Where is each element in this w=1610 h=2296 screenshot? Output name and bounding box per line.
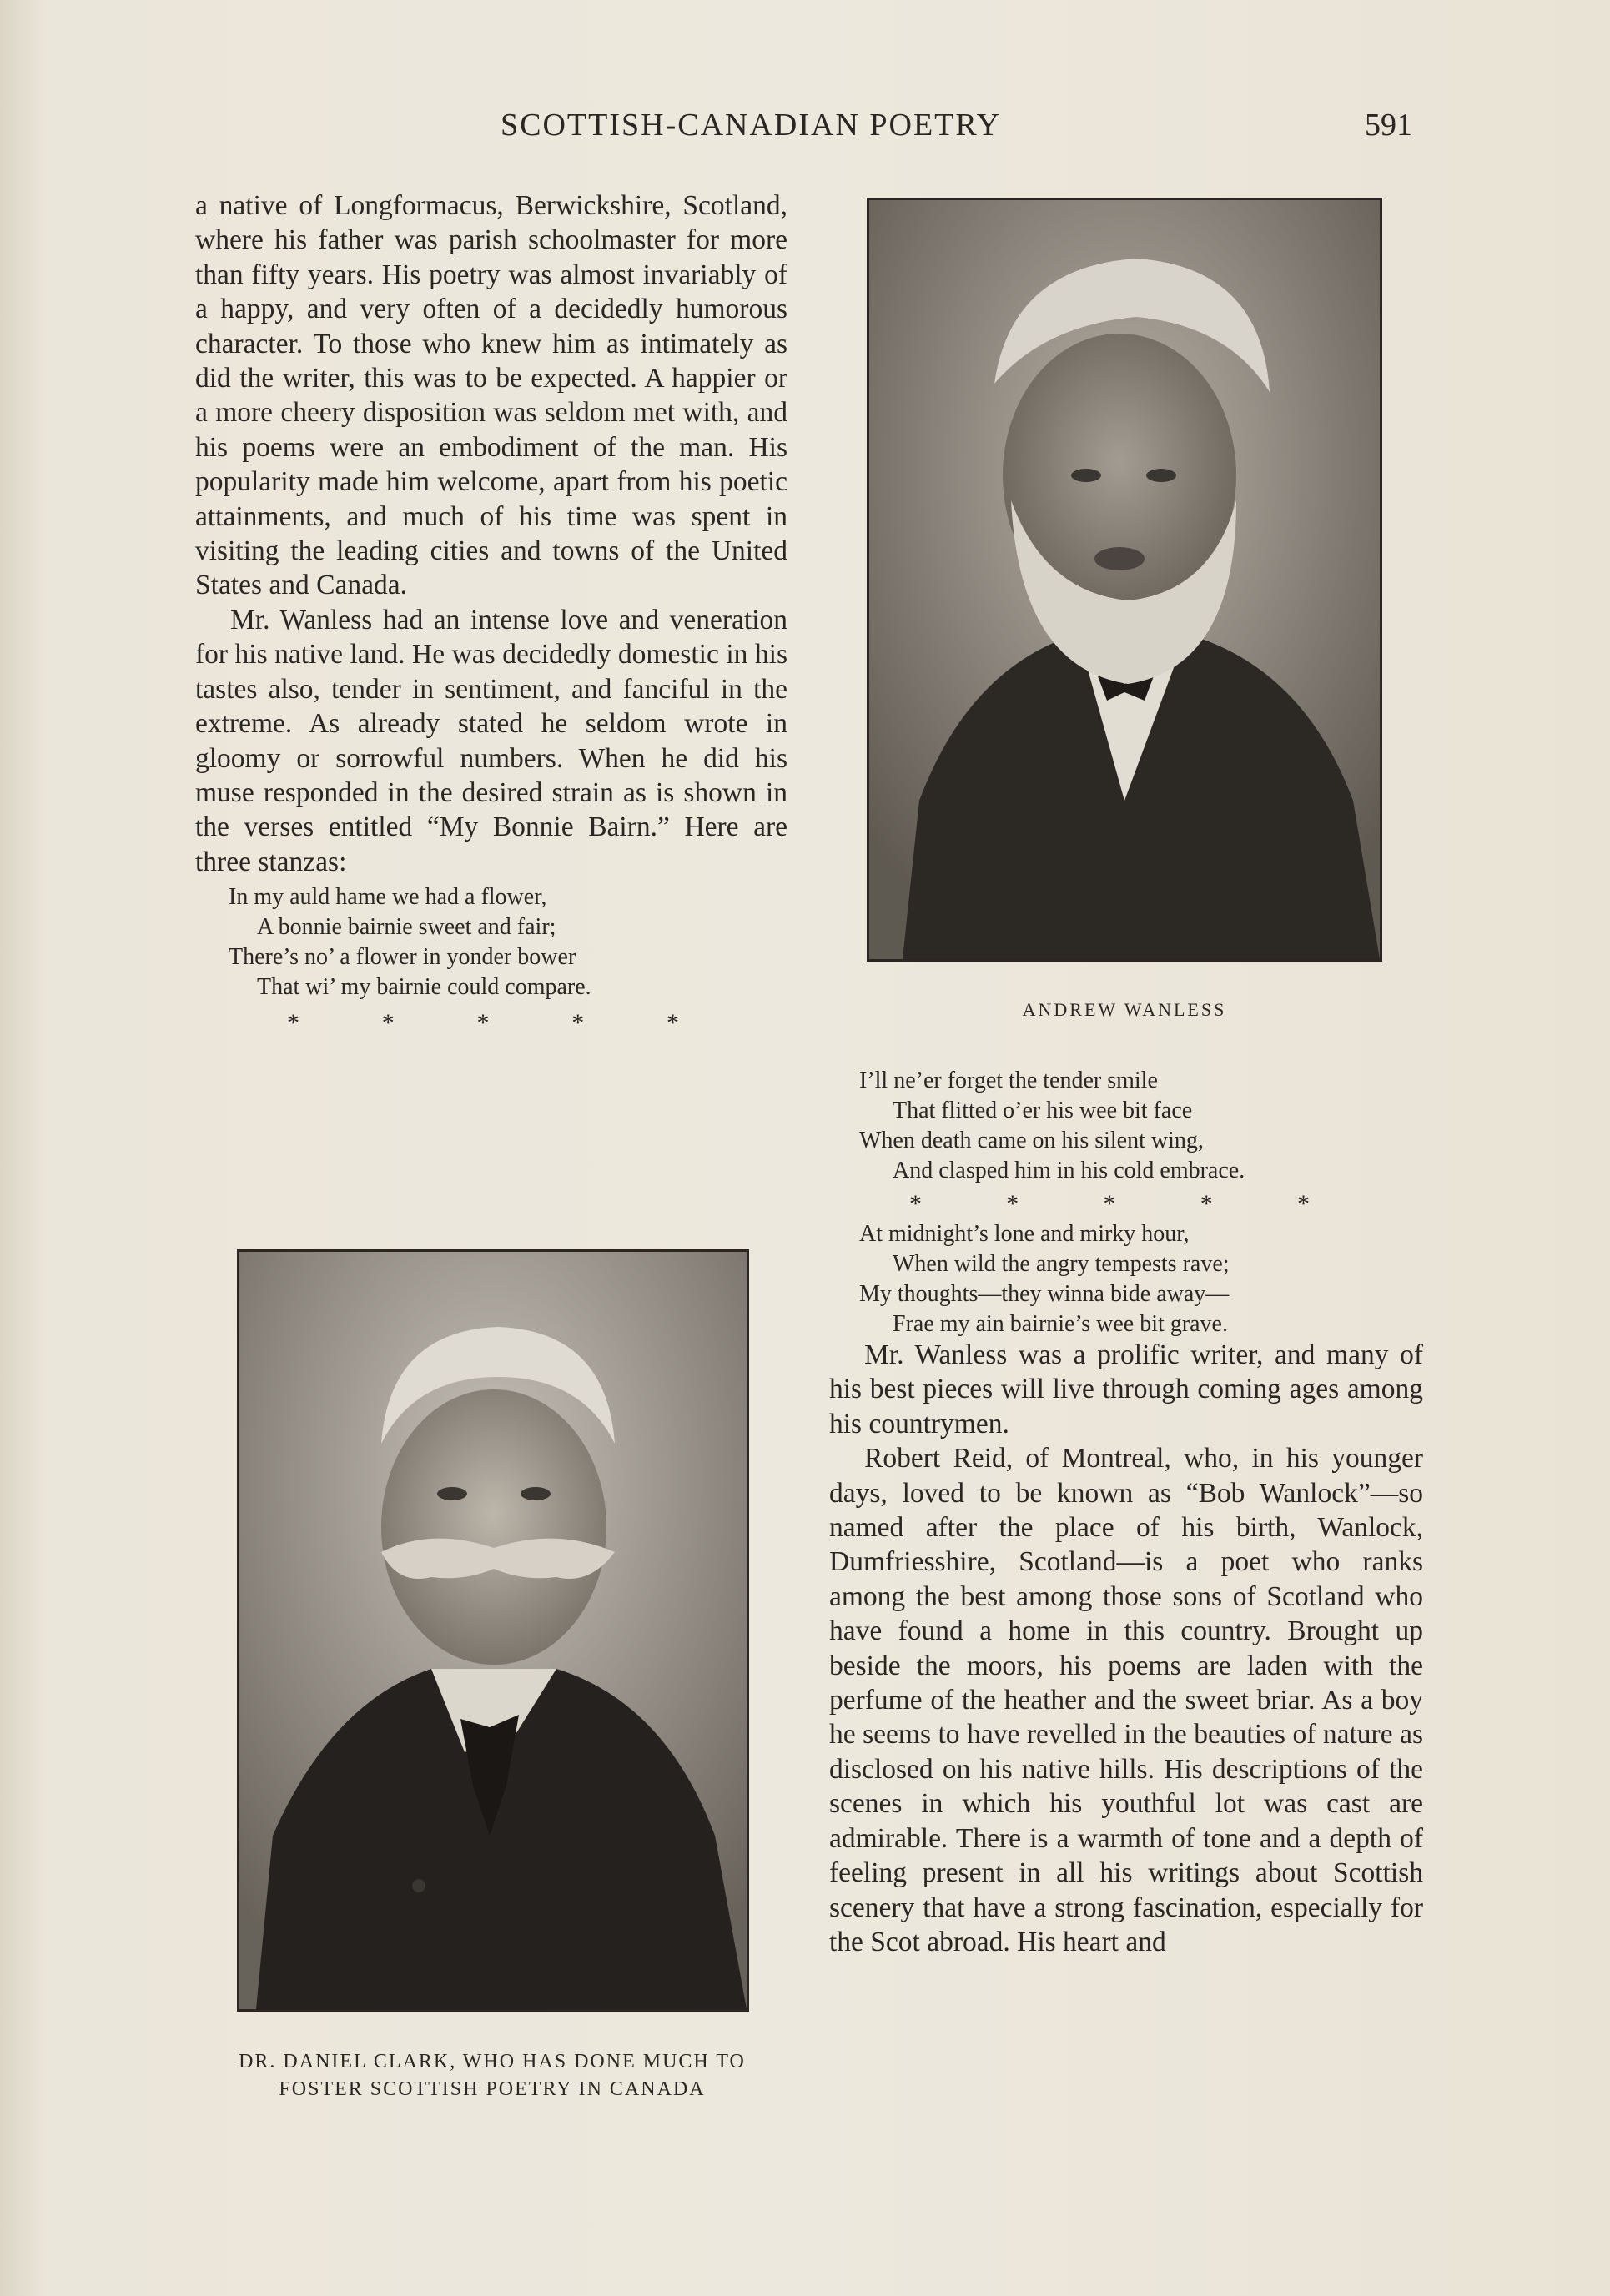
right-paragraph-2: Robert Reid, of Montreal, who, in his younger days, loved to be known as “Bob Wanlock”—so named after the place of his birth, Wanlock, Dumfriesshire, Scotland—is a poet who ranks among the best among those sons of Scotland who have found a home in this country. Brought up beside the moors, his poems are laden with the perfume of the heather and the sweet briar. As a boy he seems to have revelled in the beauties of nature as disclosed on his native hills. His descriptions of the scenes in which his youthful lot was cast are admirable. There is a warmth of tone and a depth of feeling present in all his writings about Scottish scenery that have a strong fascination, especially for the Scot abroad. His heart and [829, 1443, 1423, 1957]
photo-caption-clark [192, 2048, 792, 2103]
stanza-break [287, 1006, 679, 1040]
verse-line: At midnight’s lone and mirky hour, [859, 1221, 1190, 1247]
asterisk: * [1297, 1190, 1310, 1218]
asterisk: * [909, 1190, 922, 1218]
verse-line: I’ll ne’er forget the tender smile [859, 1068, 1158, 1093]
photo-caption-wanless: ANDREW WANLESS [1022, 999, 1227, 1020]
verse-line: A bonnie bairnie sweet and fair; [257, 914, 556, 941]
left-paragraph-1: a native of Longformacus, Berwickshire, Scotland, where his father was parish schoolmaster for more than fifty years. His poetry was almost invariably of a happy, and very often of a decidedly humorous character. To those who knew him as intimately as did the writer, this was to be expected. A happier or a more cheery disposition was seldom met with, and his poems were an embodiment of the man. His popularity made him welcome, apart from his poetic attainments, and much of his time was spent in visiting the leading cities and towns of the United States and Canada. [195, 190, 787, 601]
running-title: SCOTTISH-CANADIAN POETRY [501, 108, 1002, 143]
stanza-break [909, 1189, 1310, 1219]
right-verses [859, 1066, 1393, 1339]
page-number: 591 [1365, 108, 1412, 143]
verse-line: My thoughts—they winna bide away— [859, 1281, 1230, 1307]
verse-line: When death came on his silent wing, [859, 1128, 1204, 1153]
caption-line: FOSTER SCOTTISH POETRY IN CANADA [279, 2078, 706, 2100]
asterisk: * [1006, 1190, 1019, 1218]
right-paragraph-1: Mr. Wanless was a prolific writer, and many of his best pieces will live through coming ages among his countrymen. [829, 1339, 1423, 1439]
portrait-andrew-wanless [867, 198, 1382, 962]
asterisk: * [1200, 1190, 1213, 1218]
asterisk: * [667, 1009, 679, 1037]
verse-line: There’s no’ a flower in yonder bower [229, 944, 576, 971]
portrait-image [869, 200, 1380, 959]
asterisk: * [571, 1009, 585, 1037]
verse-line: When wild the angry tempests rave; [893, 1251, 1230, 1277]
asterisk: * [287, 1009, 299, 1037]
right-column [829, 1338, 1423, 1959]
verse-line: That wi’ my bairnie could compare. [257, 974, 591, 1001]
asterisk: * [381, 1009, 395, 1037]
asterisk: * [476, 1009, 490, 1037]
verse-line: Frae my ain bairnie’s wee bit grave. [893, 1311, 1228, 1337]
verse-my-bonnie-bairn [229, 882, 787, 1002]
verse-line: And clasped him in his cold embrace. [893, 1158, 1245, 1183]
left-paragraph-2: Mr. Wanless had an intense love and veneration for his native land. He was decidedly domestic in his tastes also, tender in sentiment, and fanciful in the extreme. As already stated he seldom wrote in gloomy or sorrowful numbers. When he did his muse responded in the desired strain as is shown in the verses entitled “My Bonnie Bairn.” Here are three stanzas: [195, 604, 787, 877]
verse-line: In my auld hame we had a flower, [229, 884, 547, 911]
portrait-image [239, 1252, 747, 2009]
verse-line: That flitted o’er his wee bit face [893, 1098, 1193, 1123]
caption-line: DR. DANIEL CLARK, WHO HAS DONE MUCH TO [239, 2051, 746, 2072]
asterisk: * [1103, 1190, 1116, 1218]
left-column [195, 188, 787, 1041]
portrait-daniel-clark [237, 1249, 749, 2012]
